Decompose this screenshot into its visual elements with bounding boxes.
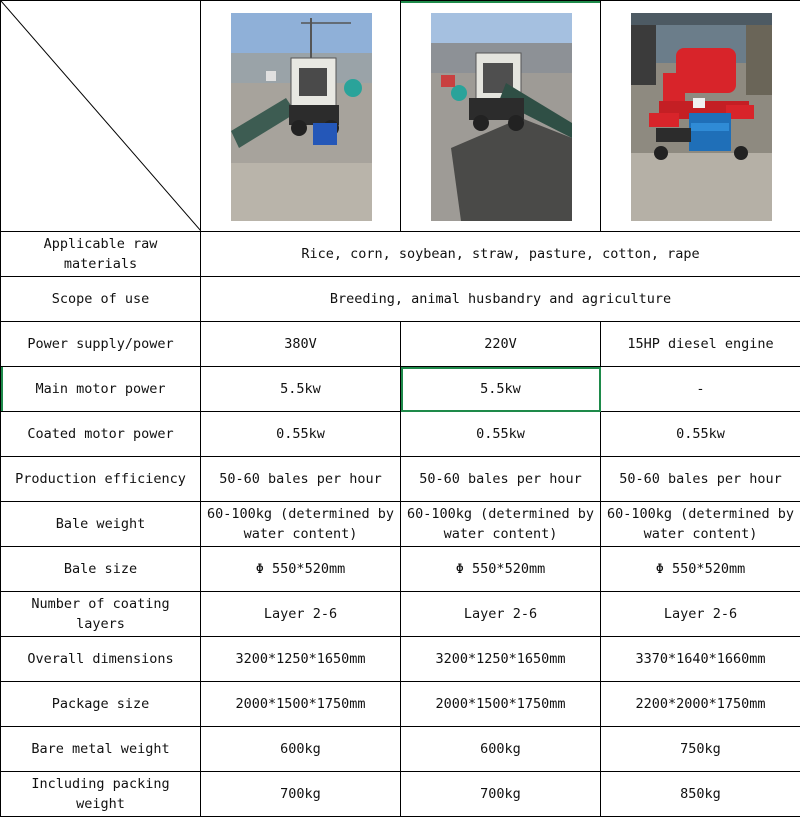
selected-value-cell[interactable]: 5.5kw xyxy=(401,367,601,412)
merged-value-cell[interactable]: Breeding, animal husbandry and agriculture xyxy=(201,277,800,322)
value-cell[interactable]: 2200*2000*1750mm xyxy=(601,682,800,727)
row-label[interactable]: Bale weight xyxy=(1,502,201,547)
machine-photo-3 xyxy=(631,13,772,221)
machine-photo-1 xyxy=(231,13,372,221)
value-text: 60-100kg (determined by water content) xyxy=(204,504,397,544)
header-row xyxy=(1,1,800,232)
corner-cell[interactable] xyxy=(1,1,201,232)
row-main-motor-power xyxy=(1,367,800,412)
row-bale-size xyxy=(1,547,800,592)
row-label[interactable]: Coated motor power xyxy=(1,412,201,457)
value-cell[interactable]: 50-60 bales per hour xyxy=(601,457,800,502)
value-cell[interactable]: Layer 2-6 xyxy=(401,592,601,637)
row-overall-dimensions xyxy=(1,637,800,682)
row-label[interactable]: Production efficiency xyxy=(1,457,201,502)
value-cell[interactable]: 380V xyxy=(201,322,401,367)
row-power-supply xyxy=(1,322,800,367)
row-coating-layers xyxy=(1,592,800,637)
value-cell[interactable]: 600kg xyxy=(201,727,401,772)
row-bare-metal-weight xyxy=(1,727,800,772)
value-cell[interactable]: 3370*1640*1660mm xyxy=(601,637,800,682)
value-cell[interactable]: Φ 550*520mm xyxy=(401,547,601,592)
row-raw-materials xyxy=(1,232,800,277)
value-cell[interactable]: 3200*1250*1650mm xyxy=(401,637,601,682)
value-text: 60-100kg (determined by water content) xyxy=(604,504,797,544)
value-cell[interactable]: 0.55kw xyxy=(601,412,800,457)
diagonal-line xyxy=(1,1,201,231)
row-label[interactable]: Main motor power xyxy=(1,367,201,412)
value-cell[interactable]: Φ 550*520mm xyxy=(201,547,401,592)
value-cell[interactable]: Layer 2-6 xyxy=(601,592,800,637)
row-label[interactable]: Power supply/power xyxy=(1,322,201,367)
row-package-size xyxy=(1,682,800,727)
value-cell[interactable] xyxy=(201,502,401,547)
value-cell[interactable]: 850kg xyxy=(601,772,800,817)
row-scope-of-use xyxy=(1,277,800,322)
row-label[interactable]: Scope of use xyxy=(1,277,201,322)
value-cell[interactable]: 220V xyxy=(401,322,601,367)
value-cell[interactable]: 3200*1250*1650mm xyxy=(201,637,401,682)
row-label[interactable]: Including packing weight xyxy=(1,772,201,817)
row-label[interactable]: Bare metal weight xyxy=(1,727,201,772)
value-cell[interactable] xyxy=(401,502,601,547)
value-cell[interactable]: 2000*1500*1750mm xyxy=(201,682,401,727)
photo-cell-1[interactable] xyxy=(201,1,401,232)
value-cell[interactable]: 2000*1500*1750mm xyxy=(401,682,601,727)
value-cell[interactable]: - xyxy=(601,367,800,412)
value-cell[interactable]: 0.55kw xyxy=(401,412,601,457)
row-bale-weight xyxy=(1,502,800,547)
value-cell[interactable]: 750kg xyxy=(601,727,800,772)
value-cell[interactable]: Layer 2-6 xyxy=(201,592,401,637)
value-text: 60-100kg (determined by water content) xyxy=(404,504,597,544)
row-label[interactable]: Package size xyxy=(1,682,201,727)
merged-value-cell[interactable]: Rice, corn, soybean, straw, pasture, cotton, rape xyxy=(201,232,800,277)
row-label[interactable]: Bale size xyxy=(1,547,201,592)
value-cell[interactable]: 50-60 bales per hour xyxy=(201,457,401,502)
value-cell[interactable]: 700kg xyxy=(201,772,401,817)
value-cell[interactable] xyxy=(601,502,800,547)
value-cell[interactable]: 0.55kw xyxy=(201,412,401,457)
row-production-efficiency xyxy=(1,457,800,502)
value-cell[interactable]: 700kg xyxy=(401,772,601,817)
value-cell[interactable]: 5.5kw xyxy=(201,367,401,412)
value-cell[interactable]: 50-60 bales per hour xyxy=(401,457,601,502)
value-cell[interactable]: 600kg xyxy=(401,727,601,772)
row-label[interactable]: Applicable raw materials xyxy=(1,232,201,277)
row-label[interactable]: Overall dimensions xyxy=(1,637,201,682)
photo-cell-3[interactable] xyxy=(601,1,800,232)
row-label[interactable]: Number of coating layers xyxy=(1,592,201,637)
photo-cell-2[interactable] xyxy=(401,1,601,232)
value-cell[interactable]: 15HP diesel engine xyxy=(601,322,800,367)
row-packing-weight xyxy=(1,772,800,817)
machine-photo-2 xyxy=(431,13,572,221)
row-coated-motor-power xyxy=(1,412,800,457)
value-cell[interactable]: Φ 550*520mm xyxy=(601,547,800,592)
